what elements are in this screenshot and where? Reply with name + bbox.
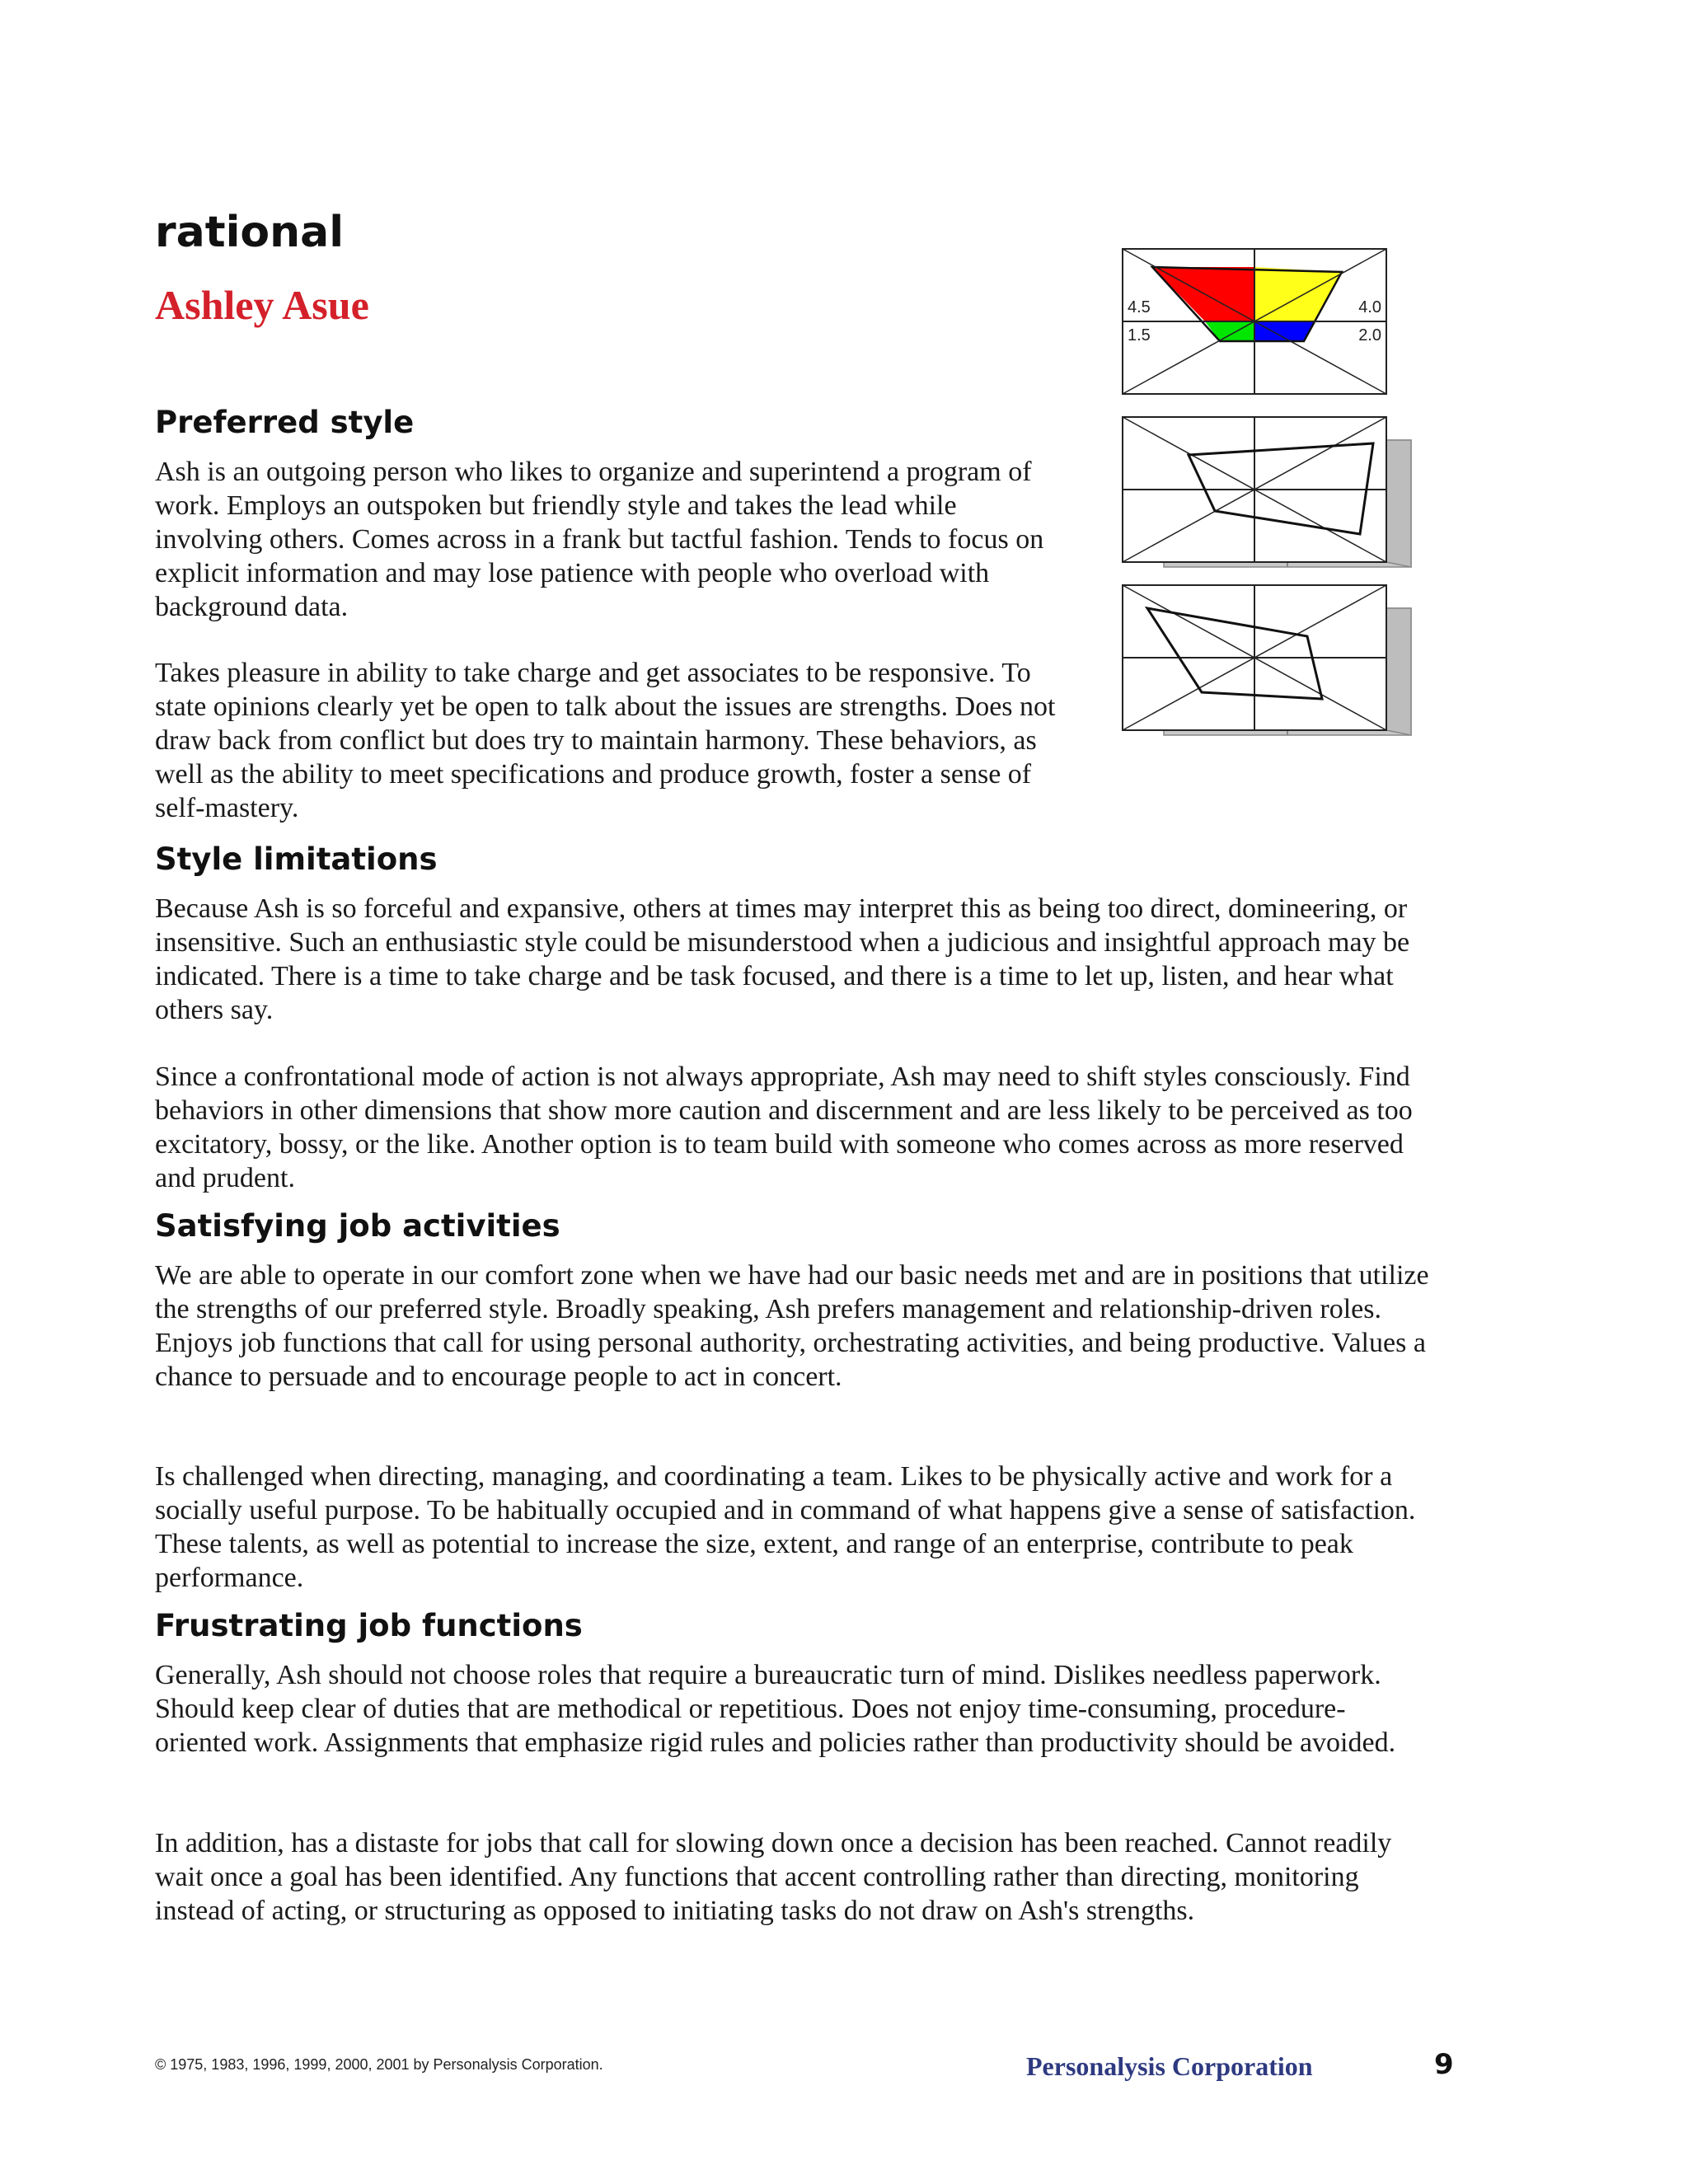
top-profile-chart — [1123, 249, 1386, 394]
preferred-style-paragraph-1: Ash is an outgoing person who likes to organize and superintend a program of work. Employs an outspoken but friendly style and takes the lead while involving others. Comes across in a frank but tactful fashion. Tends to focus on explicit information and may lose patience with people who overload with background data. — [155, 457, 1044, 622]
score-bottom-left: 1.5 — [1128, 326, 1151, 344]
heading-style-limitations: Style limitations — [155, 841, 438, 877]
frustrating-job-functions-paragraph-1: Generally, Ash should not choose roles that require a bureaucratic turn of mind. Dislikes needless paperwork. Should keep clear of duties that are methodical or repetitious. Does not enjoy time-consuming, procedure-oriented work. Assignments that emphasize rigid rules and policies rather than productivity should be avoided. — [155, 1660, 1396, 1758]
footer-company-name: Personalysis Corporation — [1026, 2051, 1313, 2081]
person-name: Ashley Asue — [155, 282, 369, 328]
bottom-profile-chart — [1123, 585, 1411, 735]
preferred-style-paragraph-2: Takes pleasure in ability to take charge and get associates to be responsive. To state opinions clearly yet be open to talk about the issues are strengths. Does not draw back from conflict but does try to maintain harmony. These behaviors, as well as the ability to meet specifications and produce growth, foster a sense of self-mastery. — [155, 658, 1056, 823]
frustrating-job-functions-paragraph-2: In addition, has a distaste for jobs that call for slowing down once a decision has been reached. Cannot readily wait once a goal has been identified. Any functions that accent controlling rather than directing, monitoring instead of acting, or structuring as opposed to initiating tasks do not draw on Ash's strengths. — [155, 1828, 1392, 1926]
score-top-right: 4.0 — [1358, 298, 1381, 316]
style-limitations-paragraph-1: Because Ash is so forceful and expansive, others at times may interpret this as being too direct, domineering, or insensitive. Such an enthusiastic style could be misunderstood when a judicious and insightful approach may be indicated. There is a time to take charge and be task focused, and there is a time to let up, listen, and hear what others say. — [155, 893, 1410, 1025]
middle-profile-chart — [1123, 417, 1411, 567]
satisfying-job-activities-paragraph-2: Is challenged when directing, managing, and coordinating a team. Likes to be physically active and work for a socially useful purpose. To be habitually occupied and in command of what happens give a sense of satisfaction. These talents, as well as potential to increase the size, extent, and range of an enterprise, contribute to peak performance. — [155, 1461, 1416, 1593]
page-title: rational — [155, 208, 345, 257]
score-bottom-right: 2.0 — [1358, 326, 1381, 344]
profile-figure — [1113, 239, 1426, 766]
heading-frustrating-job-functions: Frustrating job functions — [155, 1608, 583, 1643]
satisfying-job-activities-paragraph-1: We are able to operate in our comfort zone when we have had our basic needs met and are in positions that utilize the strengths of our preferred style. Broadly speaking, Ash prefers management and relationship-driven roles. Enjoys job functions that call for using personal authority, orchestrating activities, and being productive. Values a chance to persuade and to encourage people to act in concert. — [155, 1260, 1429, 1392]
page-number: 9 — [1434, 2048, 1454, 2081]
heading-preferred-style: Preferred style — [155, 405, 415, 440]
score-top-left: 4.5 — [1128, 298, 1151, 316]
style-limitations-paragraph-2: Since a confrontational mode of action is not always appropriate, Ash may need to shift styles consciously. Find behaviors in other dimensions that show more caution and discernment and are less likely to be perceived as too excitatory, bossy, or the like. Another option is to team build with someone who comes across as more reserved and prudent. — [155, 1062, 1413, 1193]
heading-satisfying-job-activities: Satisfying job activities — [155, 1208, 560, 1244]
footer-copyright: © 1975, 1983, 1996, 1999, 2000, 2001 by Personalysis Corporation. — [155, 2056, 603, 2073]
